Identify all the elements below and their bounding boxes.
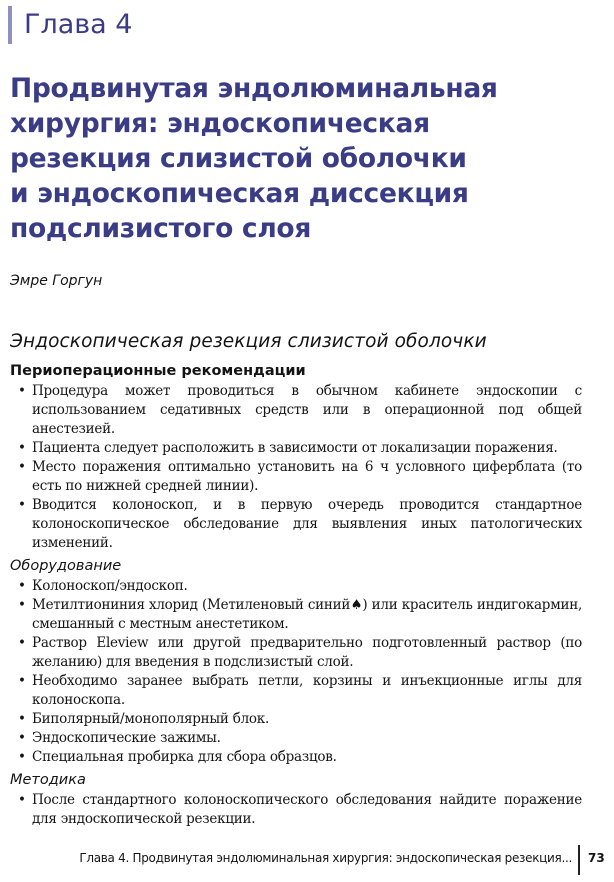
- bullet-icon: •: [18, 792, 26, 808]
- title-line: Продвинутая эндолюминальная: [10, 73, 498, 104]
- list-item: [10, 439, 582, 458]
- chapter-label: Глава 4: [8, 6, 133, 44]
- bullet-icon: •: [18, 730, 26, 746]
- equipment-list: [10, 577, 582, 767]
- list-item: [10, 596, 582, 634]
- bullet-icon: •: [18, 383, 26, 399]
- list-item: [10, 634, 582, 672]
- list-item-text: Специальная пробирка для сбора образцов.: [32, 749, 337, 765]
- section-body: [10, 361, 582, 829]
- title-line: и эндоскопическая диссекция: [10, 178, 469, 209]
- list-item: [10, 710, 582, 729]
- bullet-icon: •: [18, 711, 26, 727]
- list-item-text: Место поражения оптимально установить на 6 ч условного циферблата (то есть по нижней средней линии).: [32, 459, 582, 494]
- list-item-text: Метилтиониния хлорид (Метиленовый синий♠) или краситель индигокармин, смешанный с местным анестетиком.: [32, 597, 582, 632]
- list-item: [10, 748, 582, 767]
- bullet-icon: •: [18, 597, 26, 613]
- author-name: Эмре Горгун: [10, 273, 103, 289]
- title-line: резекция слизистой оболочки: [10, 143, 467, 174]
- bullet-icon: •: [18, 459, 26, 475]
- list-item: [10, 672, 582, 710]
- running-head: Глава 4. Продвинутая эндолюминальная хирургия: эндоскопическая резекция...: [79, 851, 572, 865]
- bullet-icon: •: [18, 497, 26, 513]
- bullet-icon: •: [18, 749, 26, 765]
- section-heading: Эндоскопическая резекция слизистой оболочки: [10, 331, 487, 352]
- technique-heading: Методика: [10, 772, 86, 788]
- chapter-title: [10, 71, 600, 246]
- bullet-icon: •: [18, 673, 26, 689]
- list-item-text: Процедура может проводиться в обычном кабинете эндоскопии с использованием седативных средств или в операционной под общей анестезией.: [32, 383, 582, 437]
- list-item: [10, 729, 582, 748]
- perioperative-list: [10, 382, 582, 553]
- page-footer: [0, 845, 614, 875]
- list-item-text: Необходимо заранее выбрать петли, корзины и инъекционные иглы для колоноскопа.: [32, 673, 582, 708]
- perioperative-heading: Периоперационные рекомендации: [10, 363, 306, 379]
- list-item-text: Раствор Eleview или другой предварительно подготовленный раствор (по желанию) для введения в подслизистый слой.: [32, 635, 582, 670]
- list-item-text: Биполярный/монополярный блок.: [32, 711, 270, 727]
- title-line: хирургия: эндоскопическая: [10, 108, 430, 139]
- list-item-text: Вводится колоноскоп, и в первую очередь проводится стандартное колоноскопическое обследование для выявления иных патологических изменений.: [32, 497, 582, 551]
- list-item-text: Эндоскопические зажимы.: [32, 730, 221, 746]
- list-item: [10, 577, 582, 596]
- footer-divider: [578, 845, 580, 875]
- list-item-text: Колоноскоп/эндоскоп.: [32, 578, 188, 594]
- list-item-text: Пациента следует расположить в зависимости от локализации поражения.: [32, 440, 558, 456]
- equipment-heading: Оборудование: [10, 558, 122, 574]
- list-item: [10, 791, 582, 829]
- technique-list: [10, 791, 582, 829]
- list-item: [10, 496, 582, 553]
- page-number: 73: [588, 851, 605, 865]
- list-item-text: После стандартного колоноскопического обследования найдите поражение для эндоскопической резекции.: [32, 792, 582, 827]
- bullet-icon: •: [18, 440, 26, 456]
- list-item: [10, 382, 582, 439]
- list-item: [10, 458, 582, 496]
- title-line: подслизистого слоя: [10, 213, 312, 244]
- bullet-icon: •: [18, 635, 26, 651]
- bullet-icon: •: [18, 578, 26, 594]
